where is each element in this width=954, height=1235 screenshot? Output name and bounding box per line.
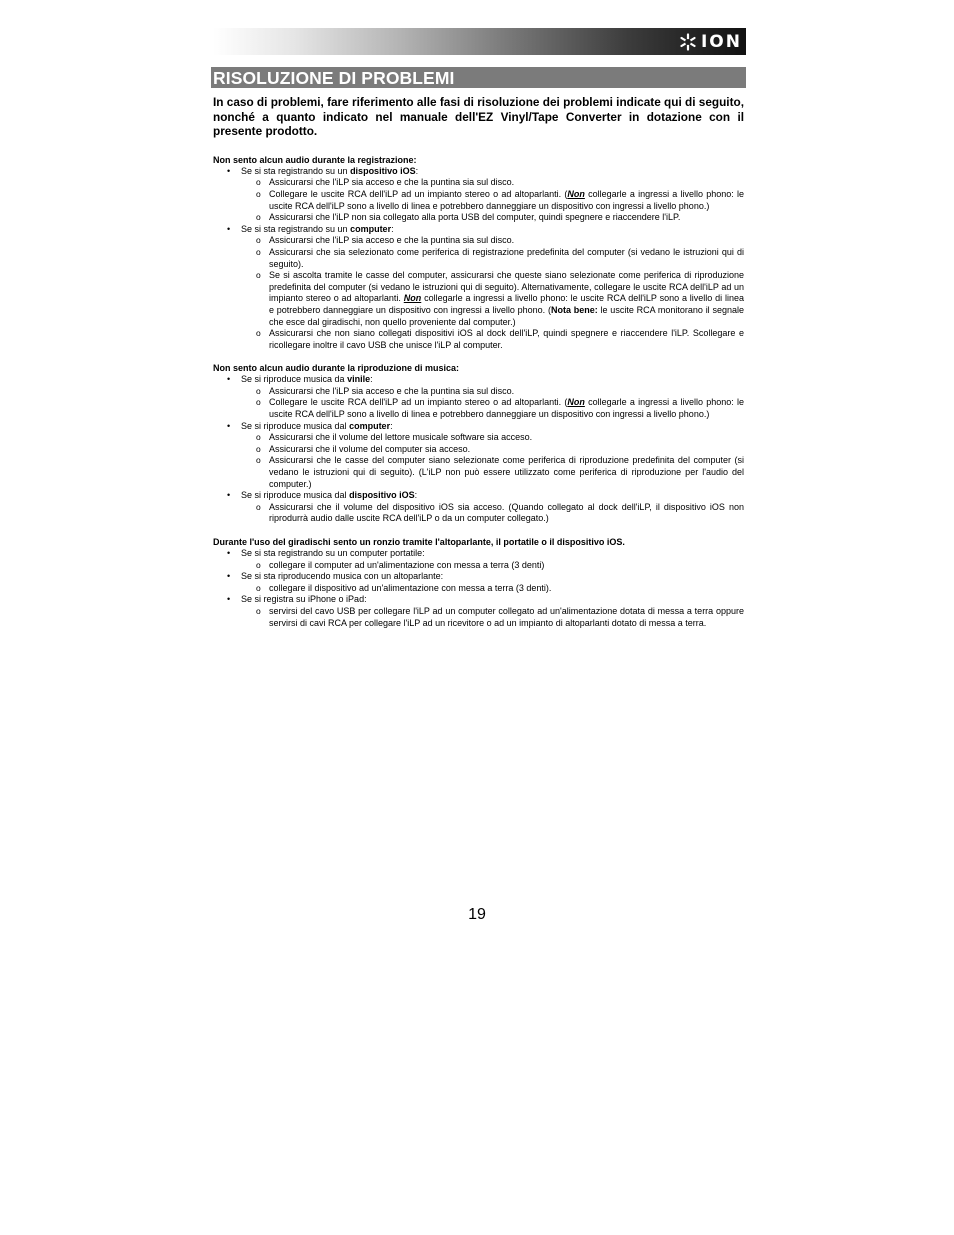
- sub-list-item: o servirsi del cavo USB per collegare l'iLP ad un computer collegato ad un'alimentazione dotata di messa a terra oppure servirsi di cavi RCA per collegare l'iLP ad un ricevitore o ad un impianto di altoparlanti dotato di messa a terra.: [241, 606, 744, 629]
- list-item: • Se si riproduce musica dal dispositivo iOS: o Assicurarsi che il volume del dispositivo iOS sia acceso. (Quando collegato al dock dell'iLP, il dispositivo iOS non riprodurrà audio dalle uscite RCA dell'iLP o da un computer collegato.): [213, 490, 744, 525]
- list-item: • Se si sta registrando su un dispositivo iOS: o Assicurarsi che l'iLP sia acceso e che la puntina sia sul disco. o Collegare le uscite RCA dell'iLP ad un impianto stereo o ad altoparlanti. (Non collegarle a ingressi a livello phono: le uscite RCA dell'iLP sono a livello di linea e potrebbero danneggiare un dispositivo con ingressi a livello phono.) o Assicurarsi che l'iLP non sia collegato alla porta USB del computer, quindi spegnere e riaccendere l'iLP.: [213, 166, 744, 224]
- section-title-no-audio-recording: Non sento alcun audio durante la registrazione:: [213, 154, 417, 165]
- ion-logo: [679, 30, 742, 53]
- sub-list-item: o Assicurarsi che il volume del lettore musicale software sia acceso.: [241, 432, 744, 444]
- list-item: • Se si sta registrando su un computer: o Assicurarsi che l'iLP sia acceso e che la puntina sia sul disco. o Assicurarsi che sia selezionato come periferica di registrazione predefinita del computer (si vedano le istruzioni qui di seguito). o Se si ascolta tramite le casse del computer, assicurarsi che queste siano selezionate come periferica di riproduzione predefinita del computer (si vedano le istruzioni qui di seguito). Alternativamente, collegare le uscite RCA dell'iLP ad un impianto stereo o ad altoparlanti. Non collegarle a ingressi a livello phono: le uscite RCA dell'iLP sono a livello di linea e potrebbero danneggiare un dispositivo con ingressi a livello phono. (Nota bene: le uscite RCA monitorano il segnale che esce dal giradischi, non quello proveniente dal computer.) o Assicurarsi che non siano collegati dispositivi iOS al dock dell'iLP, quindi spegnere e riaccendere l'iLP. Scollegare e ricollegare inoltre il cavo USB che unisce l'iLP al computer.: [213, 224, 744, 352]
- starburst-icon: [679, 33, 697, 51]
- section-title-hum: Durante l'uso del giradischi sento un ronzio tramite l'altoparlante, il portatile o il dispositivo iOS.: [213, 537, 625, 547]
- list-item: • Se si riproduce musica dal computer: o Assicurarsi che il volume del lettore musicale software sia acceso. o Assicurarsi che il volume del computer sia acceso. o Assicurarsi che le casse del computer siano selezionate come periferica di riproduzione predefinita del computer (si vedano le istruzioni qui di seguito). (L'iLP non può essere utilizzato come periferica di riproduzione per l'audio del computer.): [213, 421, 744, 491]
- sub-list-item: o Assicurarsi che le casse del computer siano selezionate come periferica di riproduzione predefinita del computer (si vedano le istruzioni qui di seguito). (L'iLP non può essere utilizzato come periferica di riproduzione per l'audio del computer.): [241, 455, 744, 490]
- bullet-list: [213, 166, 744, 352]
- sub-list-item: o Assicurarsi che sia selezionato come periferica di registrazione predefinita del computer (si vedano le istruzioni qui di seguito).: [241, 247, 744, 270]
- sub-list: [241, 560, 744, 572]
- section-title-no-audio-playback: Non sento alcun audio durante la riproduzione di musica:: [213, 363, 460, 374]
- sub-list-item: o collegare il computer ad un'alimentazione con messa a terra (3 denti): [241, 560, 744, 572]
- sub-list: [241, 177, 744, 223]
- sub-list: [241, 606, 744, 629]
- section-title-bar: [211, 67, 746, 88]
- document-body: [213, 95, 744, 640]
- sub-list-item: o Assicurarsi che non siano collegati dispositivi iOS al dock dell'iLP, quindi spegnere e riaccendere l'iLP. Scollegare e ricollegare inoltre il cavo USB che unisce l'iLP al computer.: [241, 328, 744, 351]
- list-item: • Se si registra su iPhone o iPad: o servirsi del cavo USB per collegare l'iLP ad un computer collegato ad un'alimentazione dotata di messa a terra oppure servirsi di cavi RCA per collegare l'iLP ad un ricevitore o ad un impianto di altoparlanti dotato di messa a terra.: [213, 594, 744, 629]
- sub-list-item: o Assicurarsi che l'iLP sia acceso e che la puntina sia sul disco.: [241, 235, 744, 247]
- sub-list-item: o Se si ascolta tramite le casse del computer, assicurarsi che queste siano selezionate come periferica di riproduzione predefinita del computer (si vedano le istruzioni qui di seguito). Alternativamente, collegare le uscite RCA dell'iLP ad un impianto stereo o ad altoparlanti. Non collegarle a ingressi a livello phono: le uscite RCA dell'iLP sono a livello di linea e potrebbero danneggiare un dispositivo con ingressi a livello phono. (Nota bene: le uscite RCA monitorano il segnale che esce dal giradischi, non quello proveniente dal computer.): [241, 270, 744, 328]
- list-item: • Se si sta riproducendo musica con un altoparlante: o collegare il dispositivo ad un'alimentazione con messa a terra (3 denti).: [213, 571, 744, 594]
- sub-list-item: o Assicurarsi che il volume del dispositivo iOS sia acceso. (Quando collegato al dock dell'iLP, il dispositivo iOS non riprodurrà audio dalle uscite RCA dell'iLP o da un computer collegato.): [241, 502, 744, 525]
- sub-list-item: o Collegare le uscite RCA dell'iLP ad un impianto stereo o ad altoparlanti. (Non collegarle a ingressi a livello phono: le uscite RCA dell'iLP sono a livello di linea e potrebbero danneggiare un dispositivo con ingressi a livello phono.): [241, 189, 744, 212]
- intro-paragraph: In caso di problemi, fare riferimento alle fasi di risoluzione dei problemi indicate qui di seguito, nonché a quanto indicato nel manuale dell'EZ Vinyl/Tape Converter in dotazione con il presente prodotto.: [213, 95, 744, 139]
- bullet-list: [213, 548, 744, 629]
- logo-text: ION: [700, 31, 742, 52]
- sub-list: [241, 502, 744, 525]
- page-number: 19: [468, 906, 486, 923]
- sub-list-item: o collegare il dispositivo ad un'alimentazione con messa a terra (3 denti).: [241, 583, 744, 595]
- sub-list-item: o Assicurarsi che l'iLP sia acceso e che la puntina sia sul disco.: [241, 386, 744, 398]
- list-item: • Se si riproduce musica da vinile: o Assicurarsi che l'iLP sia acceso e che la puntina sia sul disco. o Collegare le uscite RCA dell'iLP ad un impianto stereo o ad altoparlanti. (Non collegarle a ingressi a livello phono: le uscite RCA dell'iLP sono a livello di linea e potrebbero danneggiare un dispositivo con ingressi a livello phono.): [213, 374, 744, 420]
- bullet-list: [213, 374, 744, 525]
- sub-list: [241, 235, 744, 351]
- sub-list: [241, 386, 744, 421]
- sub-list: [241, 583, 744, 595]
- header-gradient-bar: [213, 28, 746, 55]
- sub-list-item: o Assicurarsi che l'iLP sia acceso e che la puntina sia sul disco.: [241, 177, 744, 189]
- sub-list: [241, 432, 744, 490]
- page-title: RISOLUZIONE DI PROBLEMI: [213, 68, 455, 88]
- sub-list-item: o Collegare le uscite RCA dell'iLP ad un impianto stereo o ad altoparlanti. (Non collegarle a ingressi a livello phono: le uscite RCA dell'iLP sono a livello di linea e potrebbero danneggiare un dispositivo con ingressi a livello phono.): [241, 397, 744, 420]
- sub-list-item: o Assicurarsi che il volume del computer sia acceso.: [241, 444, 744, 456]
- sub-list-item: o Assicurarsi che l'iLP non sia collegato alla porta USB del computer, quindi spegnere e riaccendere l'iLP.: [241, 212, 744, 224]
- list-item: • Se si sta registrando su un computer portatile: o collegare il computer ad un'alimentazione con messa a terra (3 denti): [213, 548, 744, 571]
